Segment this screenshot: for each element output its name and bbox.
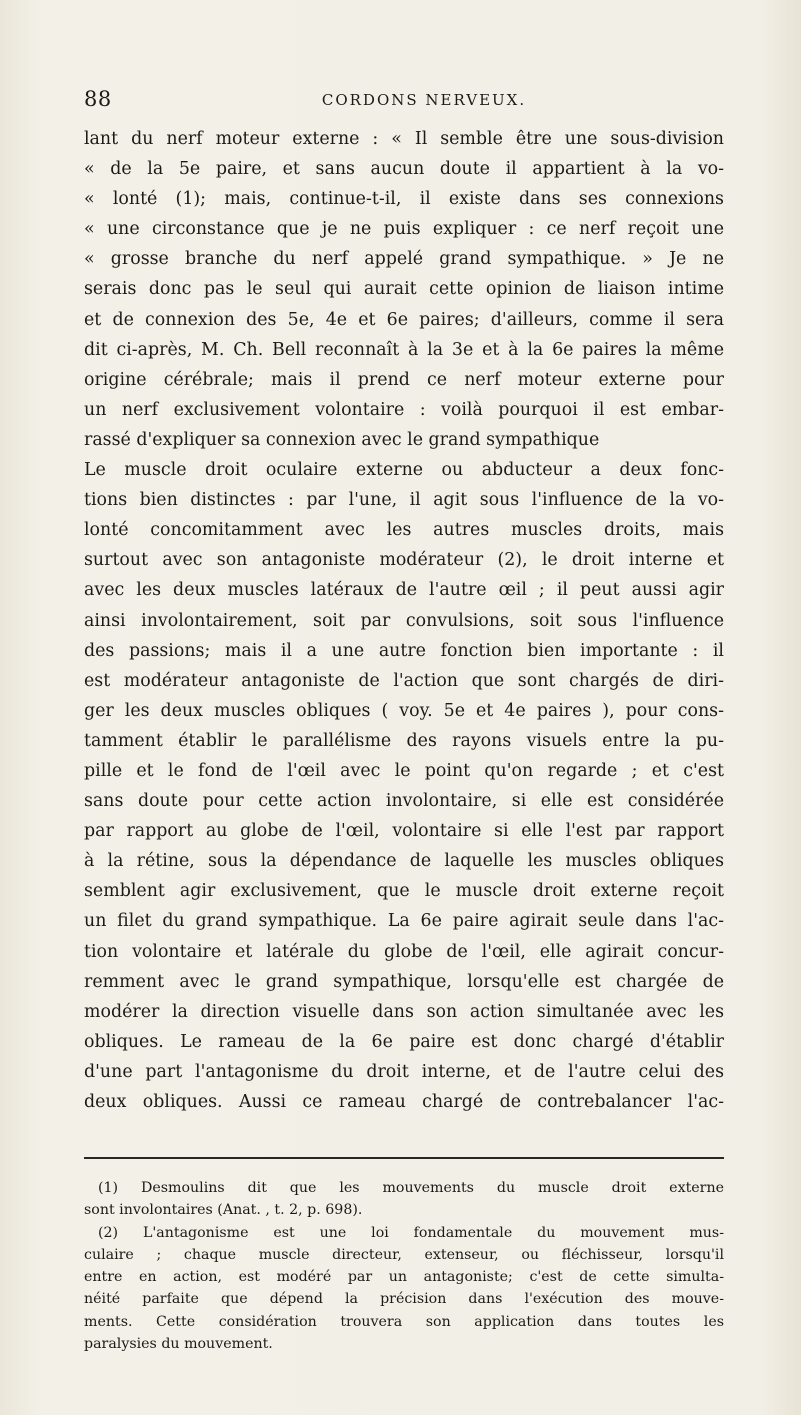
body-line: surtout avec son antagoniste modérateur (2), le droit interne et <box>84 550 724 571</box>
footnote-line: entre en action, est modéré par un antagoniste; c'est de cette simulta- <box>84 1269 724 1286</box>
body-line: « lonté (1); mais, continue-t-il, il existe dans ses connexions <box>84 189 724 210</box>
body-line: pille et le fond de l'œil avec le point qu'on regarde ; et c'est <box>84 760 724 781</box>
body-line: à la rétine, sous la dépendance de laquelle les muscles obliques <box>84 851 724 872</box>
body-line: tamment établir le parallélisme des rayons visuels entre la pu- <box>84 730 724 751</box>
body-line: par rapport au globe de l'œil, volontaire si elle l'est par rapport <box>84 821 724 842</box>
body-line: un nerf exclusivement volontaire : voilà pourquoi il est embar- <box>84 399 724 420</box>
body-line: dit ci-après, M. Ch. Bell reconnaît à la 3e et à la 6e paires la même <box>84 339 724 360</box>
body-line: semblent agir exclusivement, que le muscle droit externe reçoit <box>84 881 724 902</box>
page-number: 88 <box>84 87 112 111</box>
footnote-line: (1) Desmoulins dit que les mouvements du muscle droit externe <box>98 1180 724 1196</box>
running-title: CORDONS NERVEUX. <box>321 91 527 109</box>
body-line: « grosse branche du nerf appelé grand sympathique. » Je ne <box>84 249 724 270</box>
body-line: Le muscle droit oculaire externe ou abducteur a deux fonc- <box>84 460 724 481</box>
body-line: modérer la direction visuelle dans son action simultanée avec les <box>84 1001 724 1022</box>
body-line: est modérateur antagoniste de l'action que sont chargés de diri- <box>84 670 724 691</box>
body-line: lant du nerf moteur externe : « Il semble être une sous-division <box>84 129 724 149</box>
body-line: « de la 5e paire, et sans aucun doute il appartient à la vo- <box>84 159 724 180</box>
footnote-line: sont involontaires (Anat. , t. 2, p. 698). <box>84 1202 363 1219</box>
footnotes <box>84 1177 724 1355</box>
body-line: et de connexion des 5e, 4e et 6e paires; d'ailleurs, comme il sera <box>84 309 724 330</box>
footnote-line: néité parfaite que dépend la précision dans l'exécution des mouve- <box>84 1291 724 1308</box>
body-line: sans doute pour cette action involontaire, si elle est considérée <box>84 791 724 812</box>
body-line: obliques. Le rameau de la 6e paire est donc chargé d'établir <box>84 1031 724 1052</box>
body-line: remment avec le grand sympathique, lorsqu'elle est chargée de <box>84 971 724 992</box>
footnote-line: (2) L'antagonisme est une loi fondamentale du mouvement mus- <box>98 1224 724 1241</box>
body-line: serais donc pas le seul qui aurait cette opinion de liaison intime <box>84 279 724 300</box>
body-line: rassé d'expliquer sa connexion avec le grand sympathique <box>84 429 600 450</box>
body-line: ger les deux muscles obliques ( voy. 5e et 4e paires ), pour cons- <box>84 700 724 721</box>
footnote-rule <box>84 1157 724 1159</box>
body-line: « une circonstance que je ne puis expliquer : ce nerf reçoit une <box>84 219 724 240</box>
body-line: un filet du grand sympathique. La 6e paire agirait seule dans l'ac- <box>84 911 724 932</box>
body-text <box>84 124 724 1117</box>
body-line: ainsi involontairement, soit par convulsions, soit sous l'influence <box>84 610 724 631</box>
body-line: des passions; mais il a une autre fonction bien importante : il <box>84 640 724 661</box>
page-header <box>84 87 724 117</box>
body-line: lonté concomitamment avec les autres muscles droits, mais <box>84 520 724 541</box>
body-line: d'une part l'antagonisme du droit interne, et de l'autre celui des <box>84 1061 724 1082</box>
body-line: tion volontaire et latérale du globe de l'œil, elle agirait concur- <box>84 941 724 962</box>
body-line: origine cérébrale; mais il prend ce nerf moteur externe pour <box>84 369 724 390</box>
body-line: deux obliques. Aussi ce rameau chargé de contrebalancer l'ac- <box>84 1092 724 1112</box>
body-line: avec les deux muscles latéraux de l'autre œil ; il peut aussi agir <box>84 580 724 601</box>
footnote-line: ments. Cette considération trouvera son application dans toutes les <box>84 1313 724 1330</box>
body-line: tions bien distinctes : par l'une, il agit sous l'influence de la vo- <box>84 490 724 511</box>
footnote-line: paralysies du mouvement. <box>84 1336 273 1353</box>
footnote-line: culaire ; chaque muscle directeur, extenseur, ou fléchisseur, lorsqu'il <box>84 1246 724 1263</box>
